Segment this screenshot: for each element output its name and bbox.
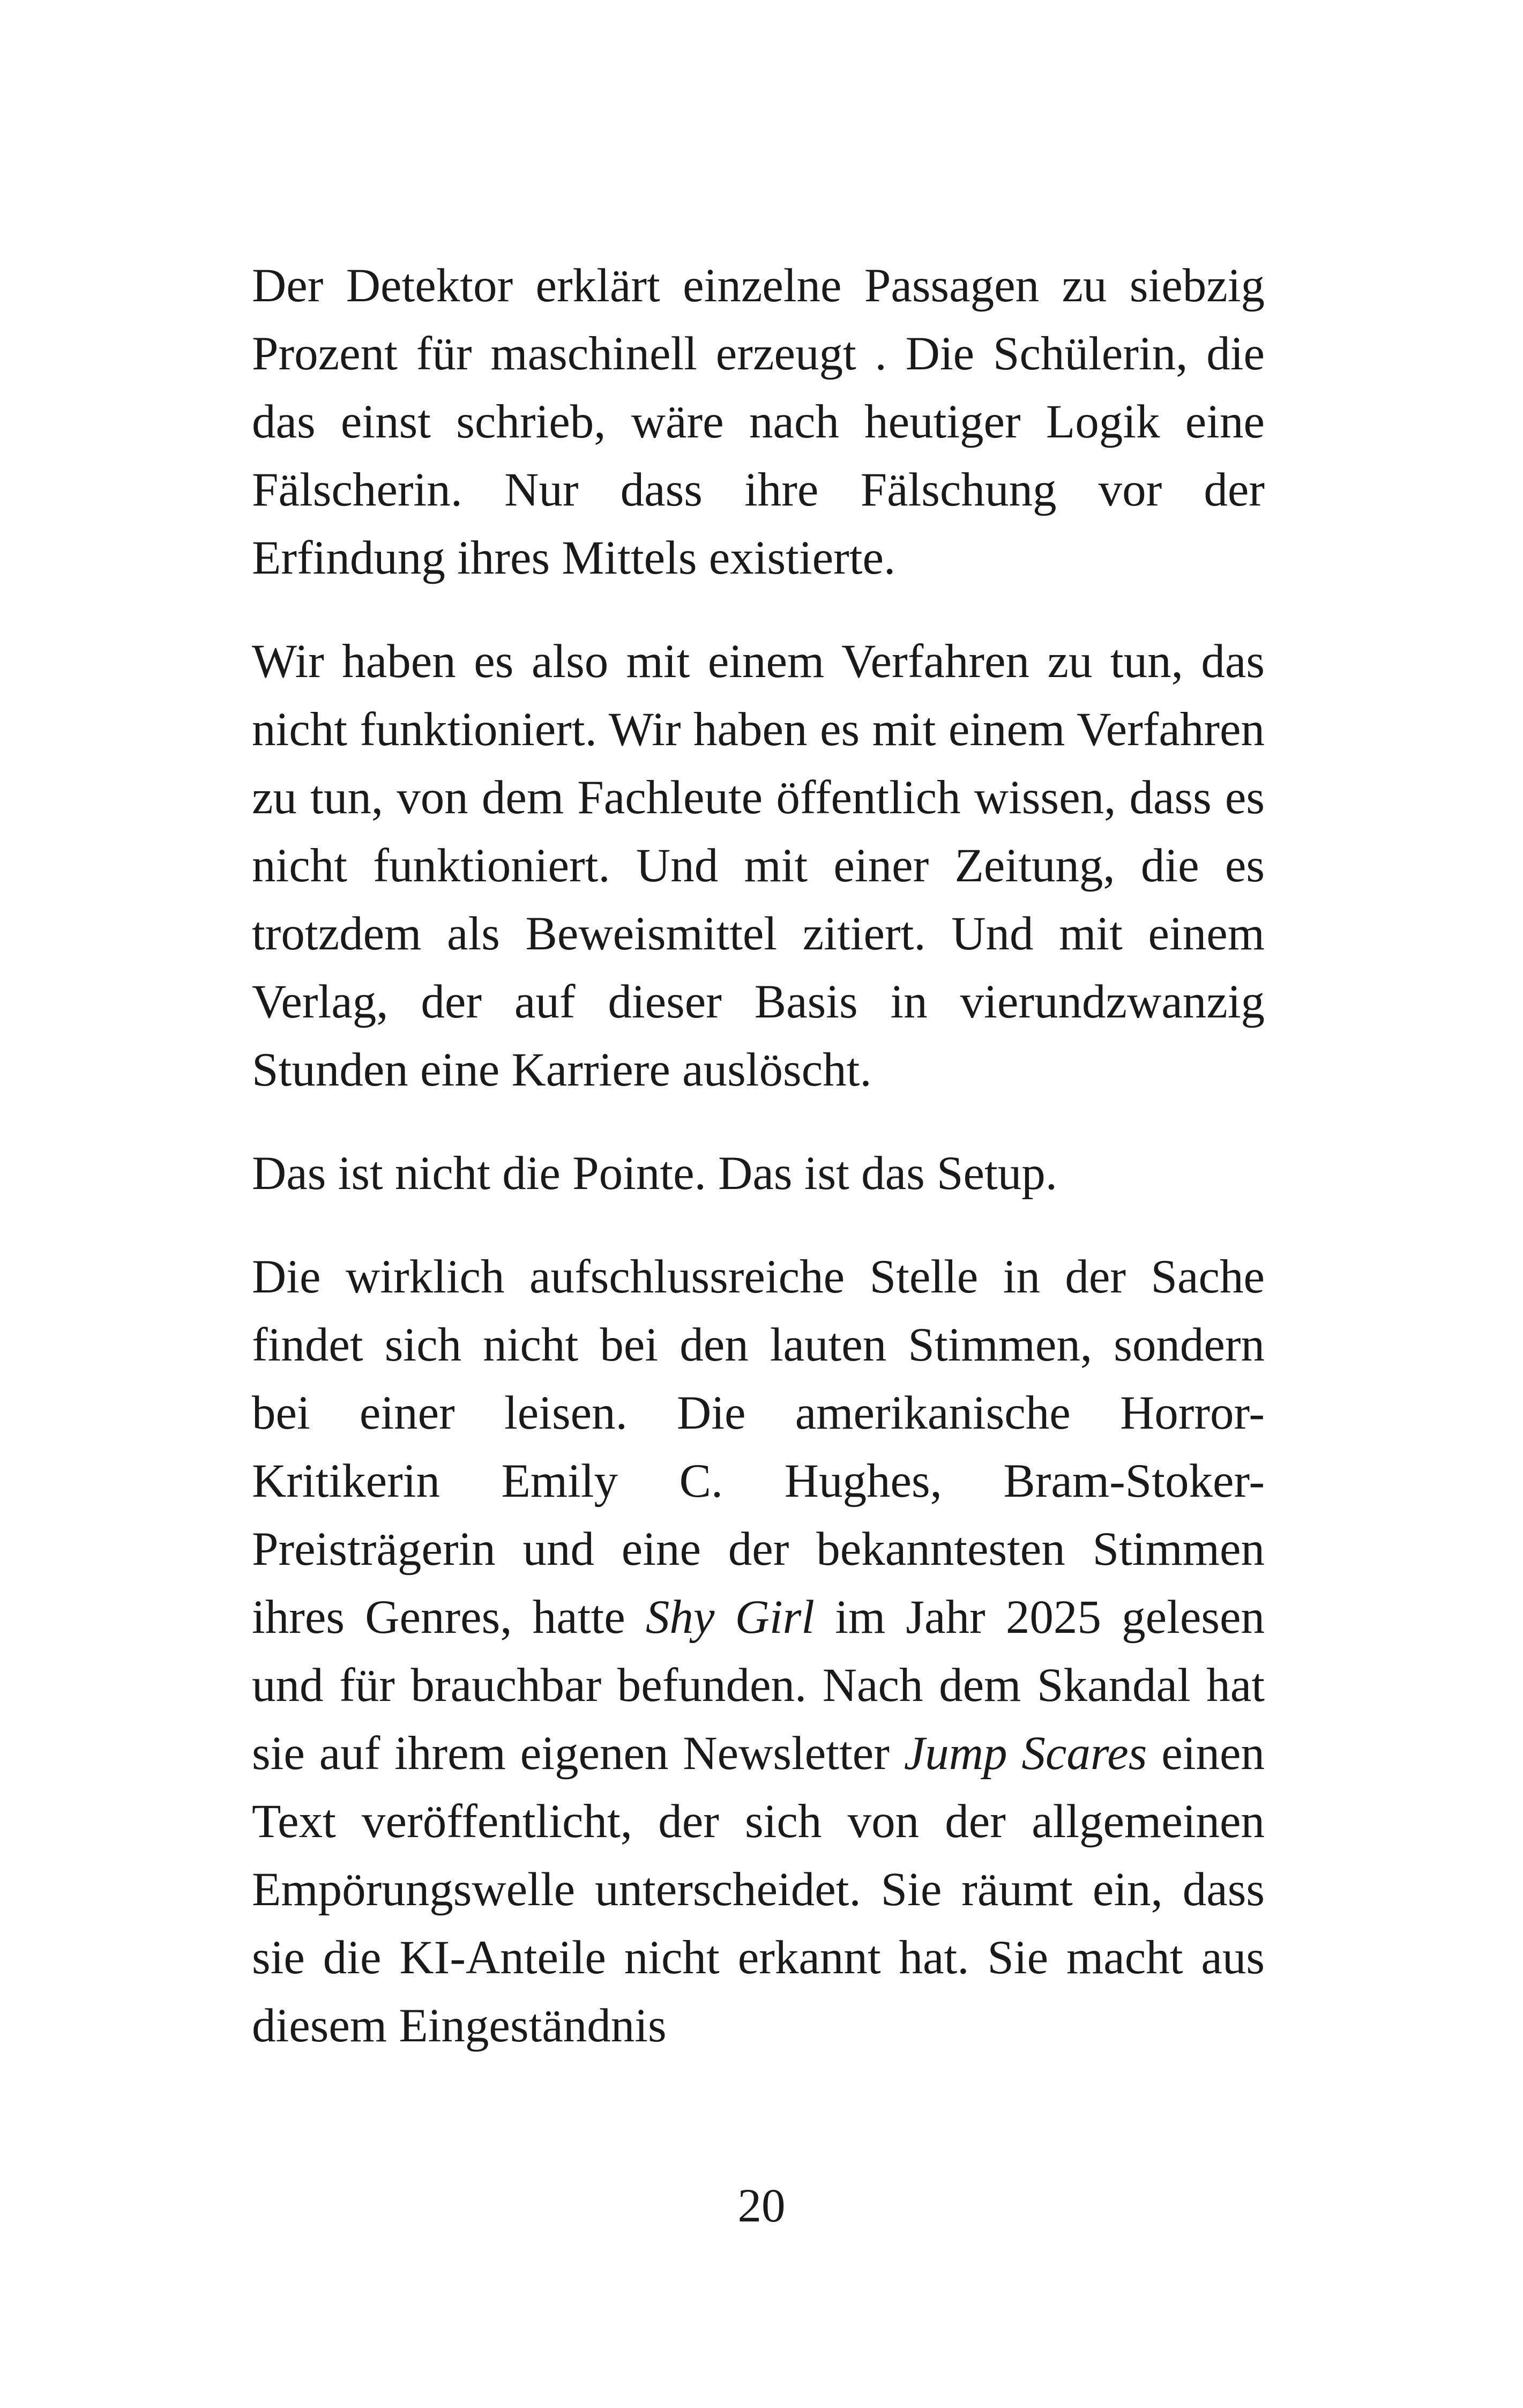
paragraph-4-part-3: einen Text veröffentlicht, der sich von der allgemeinen Empörungswelle unterscheidet. Sie räumt ein, dass sie die KI-Anteile nicht erkannt hat. Sie macht aus diesem Eingeständnis bbox=[252, 1727, 1265, 2052]
page-number: 20 bbox=[737, 2180, 786, 2232]
newsletter-title-jump-scares: Jump Scares bbox=[904, 1727, 1147, 1780]
paragraph-3: Das ist nicht die Pointe. Das ist das Setup. bbox=[252, 1147, 1058, 1200]
book-title-shy-girl: Shy Girl bbox=[645, 1591, 815, 1644]
body-text bbox=[252, 252, 1265, 2060]
paragraph-4 bbox=[252, 1243, 1265, 2060]
paragraph-4-part-1: Die wirklich aufschlussreiche Stelle in der Sache findet sich nicht bei den lauten Stimmen, sondern bei einer leisen. Die amerikanische Horror-Kritikerin Emily C. Hughes, Bram-Stoker-Preisträgerin und eine der bekanntesten Stimmen ihres Genres, hatte bbox=[252, 1251, 1265, 1644]
paragraph-1: Der Detektor erklärt einzelne Passagen zu siebzig Prozent für maschinell erzeugt . Die Schülerin, die das einst schrieb, wäre nach heutiger Logik eine Fälscherin. Nur dass ihre Fälschung vor der Erfindung ihres Mittels existierte. bbox=[252, 259, 1265, 584]
paragraph-4-part-2: im Jahr 2025 gelesen und für brauchbar befunden. Nach dem Skandal hat sie auf ihrem eigenen Newsletter bbox=[252, 1591, 1265, 1780]
paragraph-2: Wir haben es also mit einem Verfahren zu tun, das nicht funktioniert. Wir haben es mit einem Verfahren zu tun, von dem Fachleute öffentlich wissen, dass es nicht funktioniert. Und mit einer Zeitung, die es trotzdem als Beweismittel zitiert. Und mit einem Verlag, der auf dieser Basis in vierundzwanzig Stunden eine Karriere auslöscht. bbox=[252, 635, 1265, 1096]
